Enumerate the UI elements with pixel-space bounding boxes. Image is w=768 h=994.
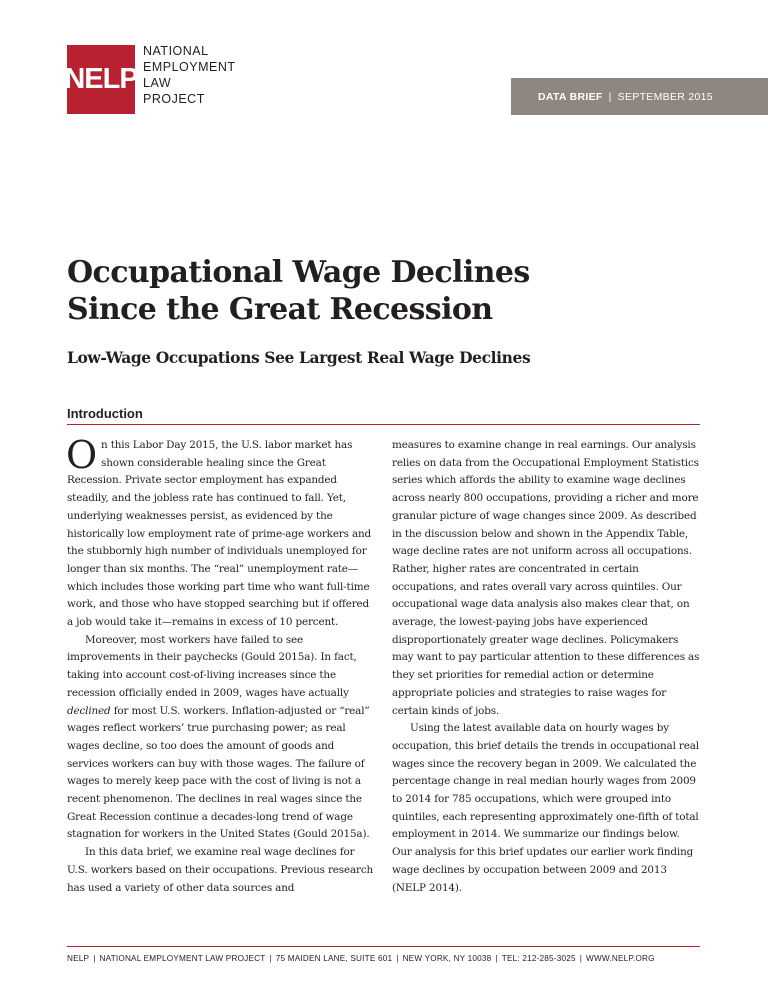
paragraph: In this data brief, we examine real wage declines for U.S. workers based on their occupations. Previous research has used a variety of other data sources and [67, 846, 374, 894]
logo-wordmark [143, 43, 236, 114]
brief-separator: | [608, 90, 612, 103]
left-column [66, 433, 377, 897]
nelp-logo [64, 44, 236, 114]
title-line-1: Occupational Wage Declines [67, 255, 530, 290]
right-column [392, 437, 702, 897]
section-divider [67, 424, 700, 425]
brief-kind: DATA BRIEF [538, 90, 603, 103]
logo-mark: NELP [67, 45, 135, 114]
logo-line: LAW [143, 76, 172, 90]
drop-cap: O [66, 433, 98, 477]
brief-date: SEPTEMBER 2015 [617, 90, 713, 103]
footer-website-link[interactable]: WWW.NELP.ORG [586, 954, 655, 963]
data-brief-banner [511, 78, 768, 115]
footer-org-short: NELP [67, 954, 90, 963]
section-heading: Introduction [67, 406, 143, 421]
page-subtitle: Low-Wage Occupations See Largest Real Wage Declines [67, 348, 531, 367]
logo-line: EMPLOYMENT [143, 60, 236, 74]
footer-city: NEW YORK, NY 10038 [402, 954, 492, 963]
footer-org-full: NATIONAL EMPLOYMENT LAW PROJECT [99, 954, 266, 963]
paragraph: measures to examine change in real earnings. Our analysis relies on data from the Occupational Employment Statistics series which affords the ability to examine wage declines across nearly 800 occupations, providing a richer and more granular picture of wage changes since 2009. As described in the discussion below and shown in the Appendix Table, wage decline rates are not uniform across all occupations. Rather, higher rates are concentrated in certain occupations, and rates overall vary across quintiles. Our occupational wage data analysis also makes clear that, on average, the lowest-paying jobs have experienced disproportionately greater wage declines. Policymakers may want to pay particular attention to these differences as they set priorities for remedial action or determine appropriate policies and strategies to raise wages for certain kinds of jobs. [392, 439, 700, 717]
footer-phone: TEL: 212-285-3025 [501, 954, 576, 963]
footer-divider [67, 946, 700, 947]
footer-address: 75 MAIDEN LANE, SUITE 601 [275, 954, 393, 963]
title-line-2: Since the Great Recession [67, 292, 493, 327]
page-title [67, 254, 687, 328]
paragraph: Using the latest available data on hourly wages by occupation, this brief details the trends in occupational real wages since the recovery began in 2009. We calculated the percentage change in real median hourly wages from 2009 to 2014 for 785 occupations, which were grouped into quintiles, each representing approximately one-fifth of total employment in 2014. We summarize our findings below. Our analysis for this brief updates our earlier work finding wage declines by occupation between 2009 and 2013 (NELP 2014). [392, 722, 699, 894]
footer: NELP | NATIONAL EMPLOYMENT LAW PROJECT | 75 MAIDEN LANE, SUITE 601 | NEW YORK, NY 10038 | TEL: 212-285-3025 | WWW.NELP.ORG [67, 954, 655, 963]
logo-line: NATIONAL [143, 44, 209, 58]
logo-line: PROJECT [143, 92, 205, 106]
paragraph: Moreover, most workers have failed to see improvements in their paychecks (Gould 2015a). In fact, taking into account cost-of-living increases since the recession officially ended in 2009, wages have actually declined for most U.S. workers. Inflation-adjusted or “real” wages reflect workers’ true purchasing power; as real wages decline, so too does the amount of goods and services workers can buy with those wages. The failure of wages to merely keep pace with the cost of living is not a recent phenomenon. The declines in real wages since the Great Recession continue a decades-long trend of wage stagnation for workers in the United States (Gould 2015a). [67, 633, 370, 841]
paragraph: On this Labor Day 2015, the U.S. labor market has shown considerable healing since the Great Recession. Private sector employment has expanded steadily, and the jobless rate has continued to fall. Yet, underlying weaknesses persist, as evidenced by the historically low employment rate of prime-age workers and the stubbornly high number of individuals unemployed for longer than six months. The “real” unemployment rate—which includes those working part time who want full-time work, and those who have stopped searching but if offered a job would take it—remains in excess of 10 percent. [66, 433, 372, 629]
emphasis: declined [67, 704, 111, 717]
